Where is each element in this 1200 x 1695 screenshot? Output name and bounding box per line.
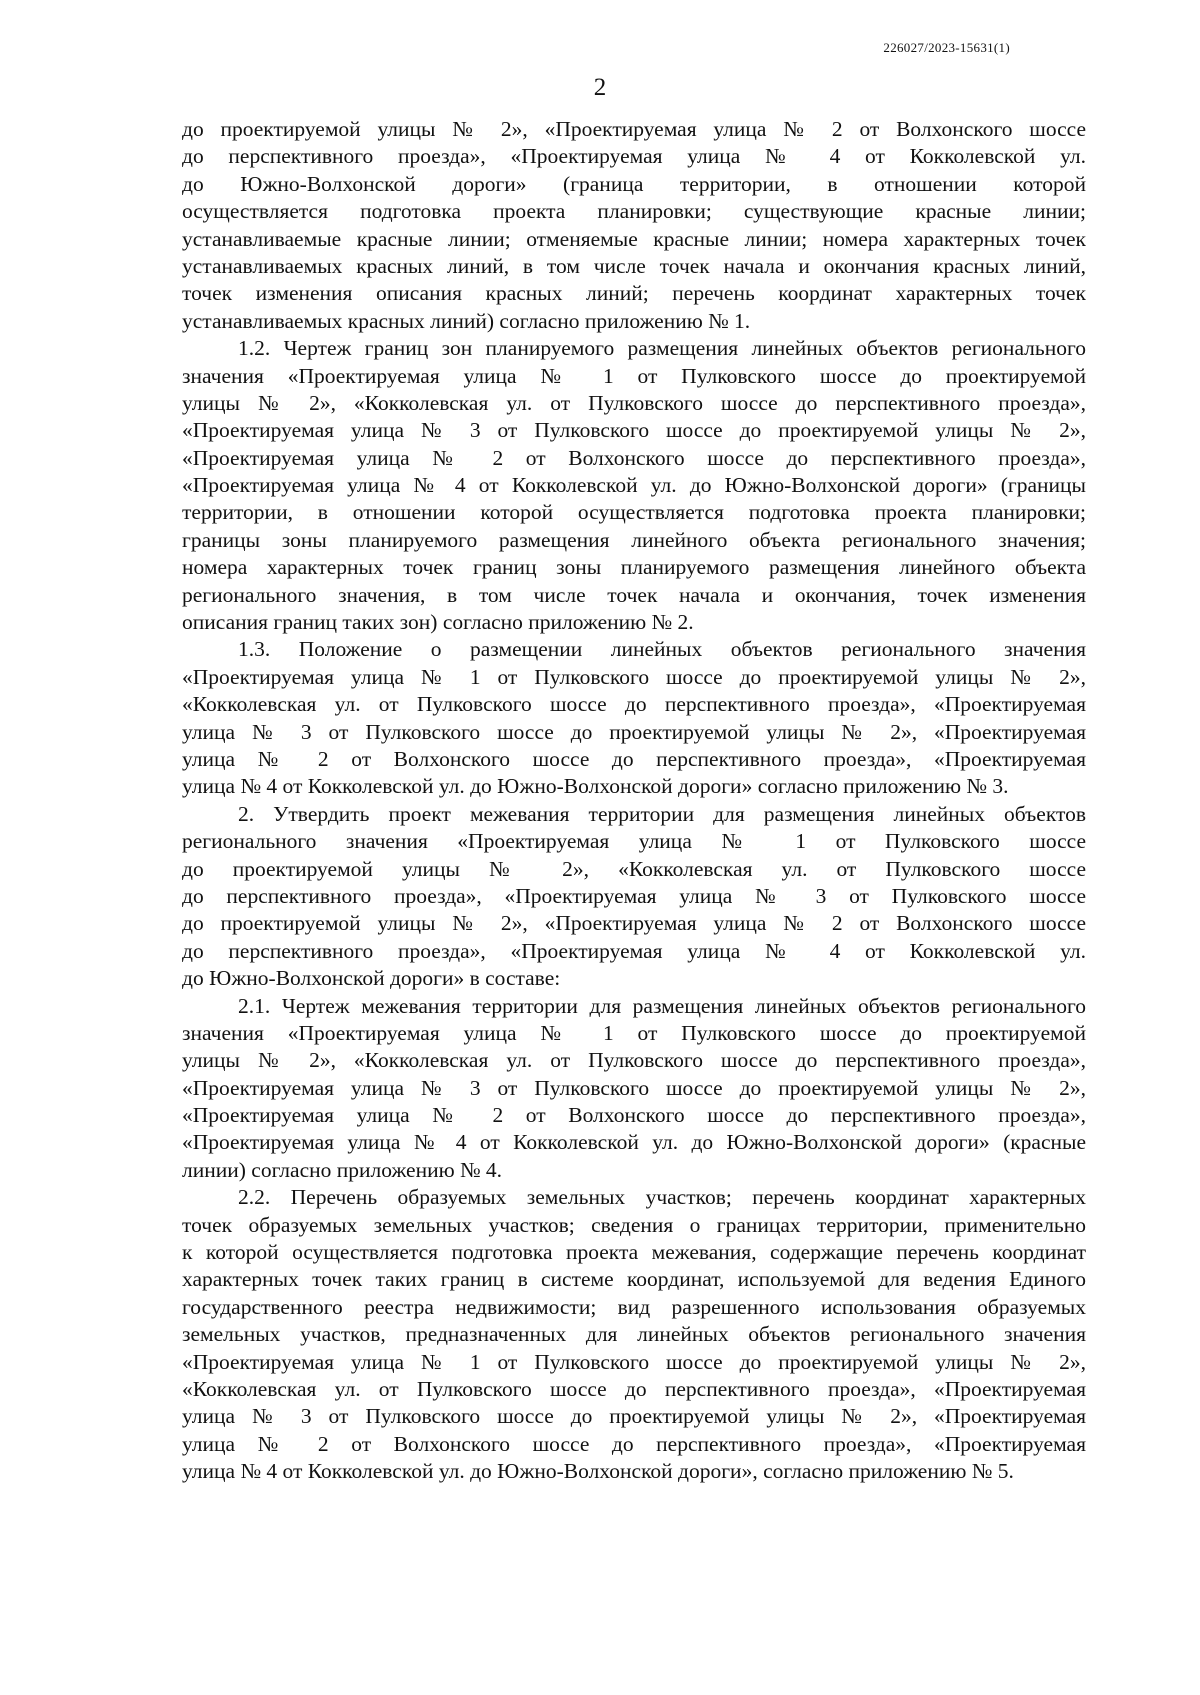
paragraph-line: устанавливаемых красных линий) согласно приложению № 1. [182,308,751,333]
paragraph-line: описания границ таких зон) согласно приложению № 2. [182,610,694,635]
paragraph-line: до Южно-Волхонской дороги» (граница территории, в отношении которой [182,171,1086,196]
paragraph [182,116,1086,335]
paragraph-line: «Проектируемая улица № 4 от Кокколевской ул. до Южно-Волхонской дороги» (красные [182,1130,1086,1155]
paragraph-line: 2. Утвердить проект межевания территории для размещения линейных объектов [238,801,1086,826]
paragraph-line: улица № 4 от Кокколевской ул. до Южно-Волхонской дороги» согласно приложению № 3. [182,774,1009,799]
paragraph-line: до перспективного проезда», «Проектируемая улица № 4 от Кокколевской ул. [182,144,1086,169]
paragraph-line: «Проектируемая улица № 3 от Пулковского шоссе до проектируемой улицы № 2», [182,1075,1086,1100]
paragraph-line: значения «Проектируемая улица № 1 от Пулковского шоссе до проектируемой [182,1020,1086,1045]
paragraph-line: «Проектируемая улица № 2 от Волхонского шоссе до перспективного проезда», [182,445,1086,470]
paragraph-line: улица № 3 от Пулковского шоссе до проектируемой улицы № 2», «Проектируемая [182,1404,1086,1429]
paragraph-line: улица № 2 от Волхонского шоссе до перспективного проезда», «Проектируемая [182,746,1086,771]
paragraph-line: до Южно-Волхонской дороги» в составе: [182,966,561,991]
paragraph-line: улица № 3 от Пулковского шоссе до проектируемой улицы № 2», «Проектируемая [182,719,1086,744]
paragraph-line: улицы № 2», «Кокколевская ул. от Пулковского шоссе до перспективного проезда», [182,1048,1086,1073]
paragraph-line: 2.2. Перечень образуемых земельных участков; перечень координат характерных [238,1185,1086,1210]
paragraph-line: 2.1. Чертеж межевания территории для размещения линейных объектов регионального [238,993,1086,1018]
paragraph-line: «Кокколевская ул. от Пулковского шоссе до перспективного проезда», «Проектируемая [182,692,1086,717]
paragraph-line: до перспективного проезда», «Проектируемая улица № 4 от Кокколевской ул. [182,938,1086,963]
paragraph-line: устанавливаемые красные линии; отменяемые красные линии; номера характерных точек [182,226,1086,251]
paragraph-line: осуществляется подготовка проекта планировки; существующие красные линии; [182,199,1086,224]
paragraph-line: 1.3. Положение о размещении линейных объектов регионального значения [238,637,1086,662]
document-body [182,116,1086,1486]
paragraph-line: земельных участков, предназначенных для линейных объектов регионального значения [182,1322,1086,1347]
paragraph-line: улица № 2 от Волхонского шоссе до перспективного проезда», «Проектируемая [182,1431,1086,1456]
document-id: 226027/2023-15631(1) [883,40,1010,55]
paragraph [182,636,1086,800]
paragraph [182,335,1086,636]
page-number: 2 [593,74,607,101]
paragraph-line: территории, в отношении которой осуществляется подготовка проекта планировки; [182,500,1086,525]
paragraph [182,1184,1086,1485]
paragraph-line: до проектируемой улицы № 2», «Проектируемая улица № 2 от Волхонского шоссе [182,911,1086,936]
paragraph-line: «Проектируемая улица № 1 от Пулковского шоссе до проектируемой улицы № 2», [182,664,1086,689]
paragraph-line: линии) согласно приложению № 4. [182,1157,503,1182]
paragraph-line: регионального значения, в том числе точек начала и окончания, точек изменения [182,582,1086,607]
paragraph-line: устанавливаемых красных линий, в том числе точек начала и окончания красных линий, [182,253,1086,278]
paragraph-line: до проектируемой улицы № 2», «Проектируемая улица № 2 от Волхонского шоссе [182,117,1086,141]
paragraph-line: регионального значения «Проектируемая улица № 1 от Пулковского шоссе [182,829,1086,854]
paragraph-line: до перспективного проезда», «Проектируемая улица № 3 от Пулковского шоссе [182,883,1086,908]
paragraph-line: «Проектируемая улица № 3 от Пулковского шоссе до проектируемой улицы № 2», [182,418,1086,443]
paragraph [182,993,1086,1185]
paragraph-line: к которой осуществляется подготовка проекта межевания, содержащие перечень координат [182,1240,1086,1265]
paragraph-line: улица № 4 от Кокколевской ул. до Южно-Волхонской дороги», согласно приложению № 5. [182,1459,1014,1484]
paragraph-line: «Проектируемая улица № 1 от Пулковского шоссе до проектируемой улицы № 2», [182,1349,1086,1374]
paragraph-line: 1.2. Чертеж границ зон планируемого размещения линейных объектов регионального [238,336,1086,361]
paragraph-line: государственного реестра недвижимости; вид разрешенного использования образуемых [182,1294,1086,1319]
paragraph-line: «Проектируемая улица № 4 от Кокколевской ул. до Южно-Волхонской дороги» (границы [182,473,1086,498]
paragraph-line: точек изменения описания красных линий; перечень координат характерных точек [182,281,1086,306]
paragraph-line: «Кокколевская ул. от Пулковского шоссе до перспективного проезда», «Проектируемая [182,1376,1086,1401]
paragraph-line: значения «Проектируемая улица № 1 от Пулковского шоссе до проектируемой [182,363,1086,388]
paragraph [182,801,1086,993]
paragraph-line: улицы № 2», «Кокколевская ул. от Пулковского шоссе до перспективного проезда», [182,390,1086,415]
paragraph-line: границы зоны планируемого размещения линейного объекта регионального значения; [182,527,1086,552]
paragraph-line: «Проектируемая улица № 2 от Волхонского шоссе до перспективного проезда», [182,1103,1086,1128]
paragraph-line: точек образуемых земельных участков; сведения о границах территории, применительно [182,1212,1086,1237]
paragraph-line: номера характерных точек границ зоны планируемого размещения линейного объекта [182,555,1086,580]
paragraph-line: характерных точек таких границ в системе координат, используемой для ведения Единого [182,1267,1086,1292]
paragraph-line: до проектируемой улицы № 2», «Кокколевская ул. от Пулковского шоссе [182,856,1086,881]
